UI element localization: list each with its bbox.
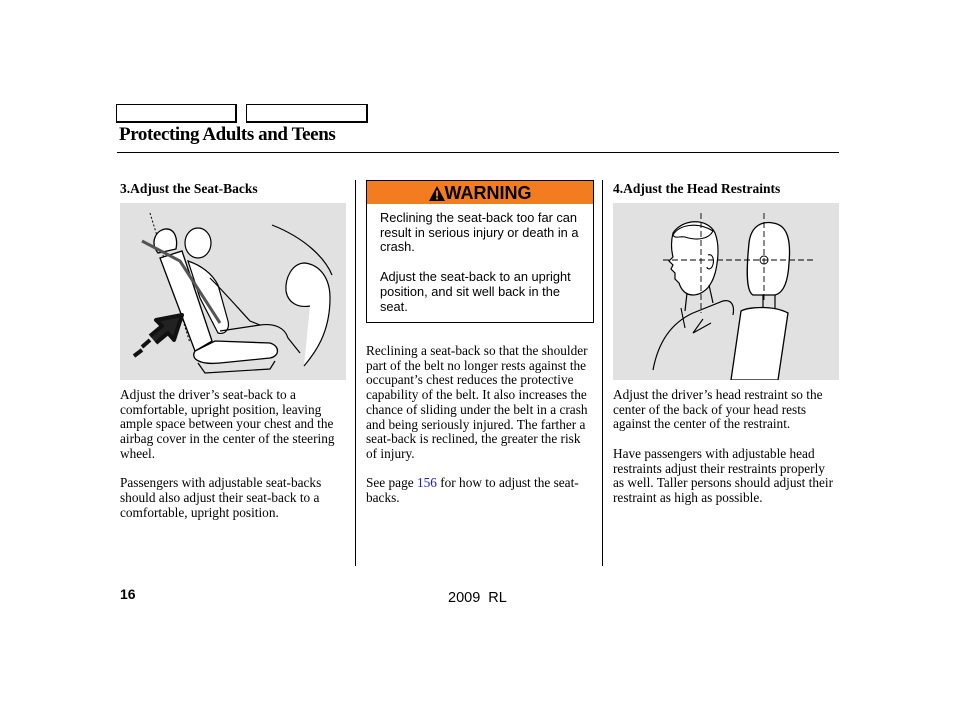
warning-text <box>380 211 585 329</box>
warning-header <box>367 181 593 204</box>
page-title: Protecting Adults and Teens <box>119 124 336 145</box>
seatback-paragraph-1: Adjust the driver’s seat-back to a comfortable, upright position, leaving ample space between your chest and the airbag cover in the center of the steering wheel. <box>120 387 335 461</box>
see-page-paragraph <box>366 476 592 505</box>
nav-tab-box-2[interactable] <box>246 104 368 123</box>
see-page-suffix: for how to adjust the seat-backs. <box>366 475 579 506</box>
seatback-illustration <box>120 203 346 380</box>
seatback-text <box>120 388 340 535</box>
footer-model: 2009 RL <box>448 590 507 606</box>
warning-title: WARNING <box>444 183 532 203</box>
page-number: 16 <box>120 586 136 602</box>
column-divider-2 <box>602 180 603 566</box>
seatback-heading: 3.Adjust the Seat-Backs <box>120 181 258 196</box>
title-rule <box>117 152 839 153</box>
page-156-link[interactable]: 156 <box>416 475 437 491</box>
head-restraint-illustration <box>613 203 839 380</box>
warning-box <box>366 180 594 323</box>
head-restraint-paragraph-1: Adjust the driver’s head restraint so the center of the back of your head rests against the center of the restraint. <box>613 387 823 432</box>
column-divider-1 <box>355 180 356 566</box>
warning-paragraph-2: Adjust the seat-back to an upright position, and sit well back in the seat. <box>380 269 571 314</box>
head-restraint-drawing <box>613 203 839 380</box>
see-page-prefix: See page <box>366 475 417 491</box>
warning-paragraph-1: Reclining the seat-back too far can result in serious injury or death in a crash. <box>380 210 579 255</box>
head-restraint-heading: 4.Adjust the Head Restraints <box>613 181 781 196</box>
nav-tab-box-1[interactable] <box>116 104 237 123</box>
recline-paragraph: Reclining a seat-back so that the shoulder part of the belt no longer rests against the occupant’s chest reduces the protective capability of the belt. It also increases the chance of sliding under the belt in a crash and being seriously injured. The farther a seat-back is reclined, the greater the risk of injury. <box>366 343 588 461</box>
head-restraint-paragraph-2: Have passengers with adjustable head restraints adjust their restraints properly as well. Taller persons should adjust their restraint as high as possible. <box>613 445 834 505</box>
recline-text <box>366 344 592 520</box>
seatback-paragraph-2: Passengers with adjustable seat-backs should also adjust their seat-back to a comfortable, upright position. <box>120 475 322 520</box>
seatback-drawing <box>120 203 346 380</box>
warning-triangle-icon <box>429 186 445 201</box>
head-restraint-text <box>613 388 839 520</box>
